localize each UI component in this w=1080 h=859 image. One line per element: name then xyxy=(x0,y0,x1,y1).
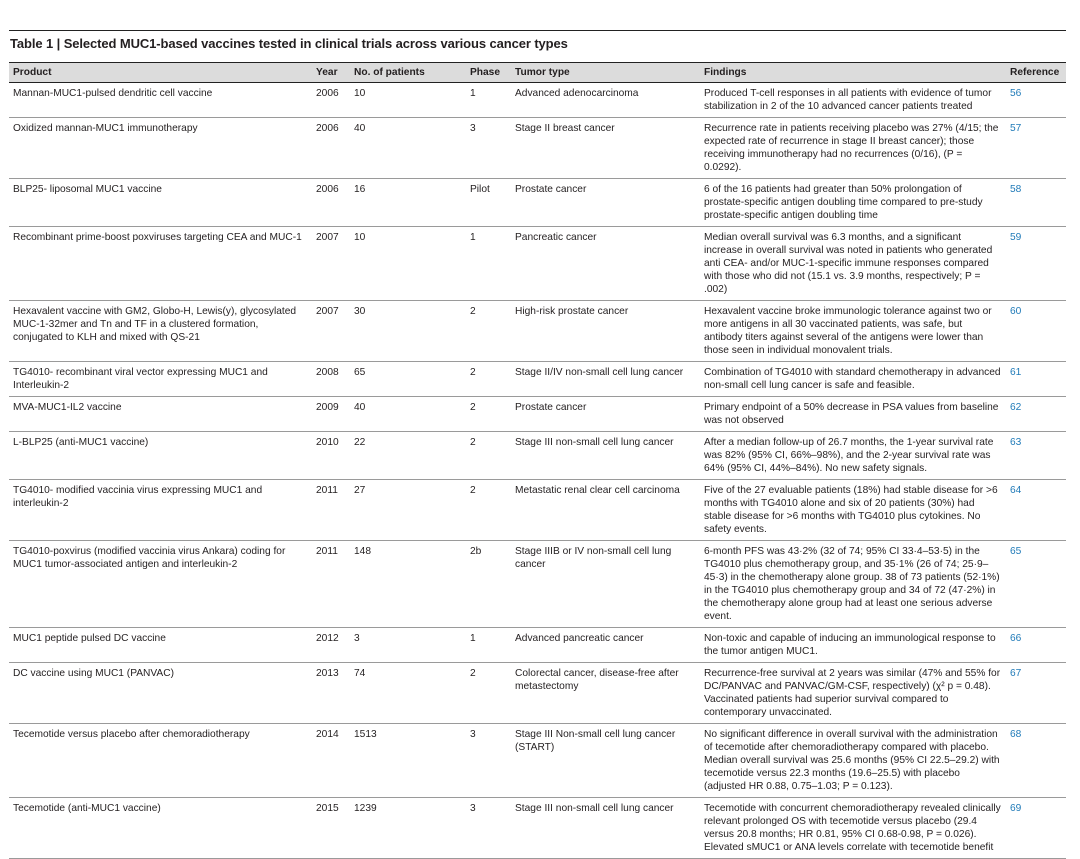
table-row xyxy=(9,362,1066,397)
header-phase: Phase xyxy=(466,63,511,83)
table-header xyxy=(9,63,1066,83)
cell-product: MUC1 peptide pulsed DC vaccine xyxy=(9,628,312,663)
cell-year: 2012 xyxy=(312,628,350,663)
cell-findings: 6-month PFS was 43·2% (32 of 74; 95% CI 33·4–53·5) in the TG4010 plus chemotherapy group, and 35·1% (26 of 74; 25·9–45·3) in the chemotherapy alone group. 38 of 73 patients (52·1%) in the TG4010 plus chemotherapy group and 34 of 72 (47·2%) in the chemotherapy alone group had at least one serious adverse event. xyxy=(700,541,1006,628)
table-row xyxy=(9,301,1066,362)
cell-tumor-type: High-risk prostate cancer xyxy=(511,301,700,362)
cell-findings: 6 of the 16 patients had greater than 50% prolongation of prostate-specific antigen doubling time compared to pre-study prostate-specific antigen doubling time xyxy=(700,179,1006,227)
cell-product: Hexavalent vaccine with GM2, Globo-H, Lewis(y), glycosylated MUC-1-32mer and Tn and TF in a clustered formation, conjugated to KLH and mixed with QS-21 xyxy=(9,301,312,362)
table-row xyxy=(9,179,1066,227)
header-tumor-type: Tumor type xyxy=(511,63,700,83)
cell-year: 2015 xyxy=(312,798,350,859)
cell-patients: 65 xyxy=(350,362,466,397)
cell-product: TG4010- modified vaccinia virus expressing MUC1 and interleukin-2 xyxy=(9,480,312,541)
cell-patients: 1239 xyxy=(350,798,466,859)
cell-product: DC vaccine using MUC1 (PANVAC) xyxy=(9,663,312,724)
top-rule xyxy=(9,30,1066,31)
header-findings: Findings xyxy=(700,63,1006,83)
cell-product: L-BLP25 (anti-MUC1 vaccine) xyxy=(9,432,312,480)
cell-year: 2010 xyxy=(312,432,350,480)
cell-product: MVA-MUC1-IL2 vaccine xyxy=(9,397,312,432)
cell-product: Recombinant prime-boost poxviruses targeting CEA and MUC-1 xyxy=(9,227,312,301)
table-row xyxy=(9,397,1066,432)
cell-reference[interactable]: 69 xyxy=(1006,798,1066,859)
header-patients: No. of patients xyxy=(350,63,466,83)
table-row xyxy=(9,83,1066,118)
table-body xyxy=(9,83,1066,859)
cell-tumor-type: Prostate cancer xyxy=(511,397,700,432)
cell-reference[interactable]: 65 xyxy=(1006,541,1066,628)
table-row xyxy=(9,628,1066,663)
cell-tumor-type: Metastatic renal clear cell carcinoma xyxy=(511,480,700,541)
cell-reference[interactable]: 63 xyxy=(1006,432,1066,480)
cell-phase: 2 xyxy=(466,480,511,541)
cell-phase: 3 xyxy=(466,798,511,859)
header-product: Product xyxy=(9,63,312,83)
cell-year: 2007 xyxy=(312,227,350,301)
cell-reference[interactable]: 64 xyxy=(1006,480,1066,541)
cell-phase: 2 xyxy=(466,362,511,397)
table-title: Table 1 | Selected MUC1-based vaccines tested in clinical trials across various cancer types xyxy=(10,36,568,51)
cell-findings: After a median follow-up of 26.7 months, the 1-year survival rate was 82% (95% CI, 66%–98%), and the 2-year survival rate was 64% (95% CI, 44%–84%). No new safety signals. xyxy=(700,432,1006,480)
cell-patients: 40 xyxy=(350,118,466,179)
cell-findings: Produced T-cell responses in all patients with evidence of tumor stabilization in 2 of the 10 advanced cancer patients treated xyxy=(700,83,1006,118)
cell-year: 2008 xyxy=(312,362,350,397)
table-row xyxy=(9,227,1066,301)
cell-reference[interactable]: 67 xyxy=(1006,663,1066,724)
cell-findings: Median overall survival was 6.3 months, and a significant increase in overall survival was noted in patients who generated anti CEA- and/or MUC-1-specific immune responses compared with those who did not (15.1 vs. 3.9 months, respectively; P = .002) xyxy=(700,227,1006,301)
cell-patients: 27 xyxy=(350,480,466,541)
cell-reference[interactable]: 57 xyxy=(1006,118,1066,179)
cell-tumor-type: Colorectal cancer, disease-free after metastectomy xyxy=(511,663,700,724)
cell-phase: Pilot xyxy=(466,179,511,227)
cell-year: 2009 xyxy=(312,397,350,432)
cell-phase: 2 xyxy=(466,397,511,432)
cell-phase: 2 xyxy=(466,663,511,724)
cell-phase: 1 xyxy=(466,83,511,118)
header-reference: Reference xyxy=(1006,63,1066,83)
table-row xyxy=(9,724,1066,798)
cell-patients: 10 xyxy=(350,83,466,118)
cell-product: Tecemotide (anti-MUC1 vaccine) xyxy=(9,798,312,859)
cell-findings: Combination of TG4010 with standard chemotherapy in advanced non-small cell lung cancer is safe and feasible. xyxy=(700,362,1006,397)
cell-tumor-type: Prostate cancer xyxy=(511,179,700,227)
cell-findings: Primary endpoint of a 50% decrease in PSA values from baseline was not observed xyxy=(700,397,1006,432)
cell-year: 2006 xyxy=(312,118,350,179)
cell-product: Mannan-MUC1-pulsed dendritic cell vaccine xyxy=(9,83,312,118)
table-row xyxy=(9,118,1066,179)
cell-findings: Recurrence-free survival at 2 years was similar (47% and 55% for DC/PANVAC and PANVAC/GM-CSF, respectively) (χ² p = 0.48). Vaccinated patients had superior survival compared to contemporary unvaccinated. xyxy=(700,663,1006,724)
cell-reference[interactable]: 66 xyxy=(1006,628,1066,663)
cell-findings: Tecemotide with concurrent chemoradiotherapy revealed clinically relevant prolonged OS with tecemotide versus placebo (29.4 versus 20.8 months; HR 0.81, 95% CI 0.68-0.98, P = 0.026). Elevated sMUC1 or ANA levels correlate with tecemotide benefit xyxy=(700,798,1006,859)
cell-product: Oxidized mannan-MUC1 immunotherapy xyxy=(9,118,312,179)
cell-patients: 30 xyxy=(350,301,466,362)
cell-patients: 16 xyxy=(350,179,466,227)
cell-tumor-type: Stage III non-small cell lung cancer xyxy=(511,798,700,859)
cell-findings: Non-toxic and capable of inducing an immunological response to the tumor antigen MUC1. xyxy=(700,628,1006,663)
cell-findings: No significant difference in overall survival with the administration of tecemotide after chemoradiotherapy compared with placebo. Median overall survival was 25.6 months (95% CI 22.5–29.2) with tecemotide versus 22.3 months (19.6–25.5) with placebo (adjusted HR 0.88, 0.75–1.03; P = 0.123). xyxy=(700,724,1006,798)
cell-reference[interactable]: 68 xyxy=(1006,724,1066,798)
cell-reference[interactable]: 58 xyxy=(1006,179,1066,227)
cell-phase: 1 xyxy=(466,628,511,663)
cell-patients: 74 xyxy=(350,663,466,724)
cell-tumor-type: Stage II/IV non-small cell lung cancer xyxy=(511,362,700,397)
cell-patients: 3 xyxy=(350,628,466,663)
cell-phase: 2b xyxy=(466,541,511,628)
cell-findings: Hexavalent vaccine broke immunologic tolerance against two or more antigens in all 30 vaccinated patients, was safe, but antibody titers against several of the antigens were lower than those seen in individual monovalent trials. xyxy=(700,301,1006,362)
cell-phase: 3 xyxy=(466,724,511,798)
cell-phase: 2 xyxy=(466,432,511,480)
table-row xyxy=(9,798,1066,859)
cell-phase: 1 xyxy=(466,227,511,301)
table-row xyxy=(9,541,1066,628)
cell-year: 2013 xyxy=(312,663,350,724)
cell-reference[interactable]: 61 xyxy=(1006,362,1066,397)
cell-year: 2006 xyxy=(312,179,350,227)
cell-year: 2011 xyxy=(312,480,350,541)
cell-reference[interactable]: 60 xyxy=(1006,301,1066,362)
cell-product: TG4010- recombinant viral vector expressing MUC1 and Interleukin-2 xyxy=(9,362,312,397)
cell-product: BLP25- liposomal MUC1 vaccine xyxy=(9,179,312,227)
cell-patients: 148 xyxy=(350,541,466,628)
cell-tumor-type: Stage II breast cancer xyxy=(511,118,700,179)
table-row xyxy=(9,663,1066,724)
cell-year: 2007 xyxy=(312,301,350,362)
cell-patients: 22 xyxy=(350,432,466,480)
cell-patients: 10 xyxy=(350,227,466,301)
table-row xyxy=(9,432,1066,480)
cell-year: 2014 xyxy=(312,724,350,798)
cell-reference[interactable]: 62 xyxy=(1006,397,1066,432)
cell-tumor-type: Stage III Non-small cell lung cancer (START) xyxy=(511,724,700,798)
cell-reference[interactable]: 56 xyxy=(1006,83,1066,118)
cell-year: 2006 xyxy=(312,83,350,118)
cell-reference[interactable]: 59 xyxy=(1006,227,1066,301)
cell-tumor-type: Advanced pancreatic cancer xyxy=(511,628,700,663)
cell-phase: 3 xyxy=(466,118,511,179)
cell-tumor-type: Stage IIIB or IV non-small cell lung cancer xyxy=(511,541,700,628)
cell-tumor-type: Pancreatic cancer xyxy=(511,227,700,301)
cell-findings: Recurrence rate in patients receiving placebo was 27% (4/15; the expected rate of recurrence in stage II breast cancer); those receiving immunotherapy had no recurrences (0/16), (P = 0.0292). xyxy=(700,118,1006,179)
cell-tumor-type: Advanced adenocarcinoma xyxy=(511,83,700,118)
header-row xyxy=(9,63,1066,83)
cell-year: 2011 xyxy=(312,541,350,628)
cell-patients: 1513 xyxy=(350,724,466,798)
cell-patients: 40 xyxy=(350,397,466,432)
cell-product: TG4010-poxvirus (modified vaccinia virus Ankara) coding for MUC1 tumor-associated antigen and interleukin-2 xyxy=(9,541,312,628)
cell-tumor-type: Stage III non-small cell lung cancer xyxy=(511,432,700,480)
header-year: Year xyxy=(312,63,350,83)
cell-findings: Five of the 27 evaluable patients (18%) had stable disease for >6 months with TG4010 alone and six of 20 patients (30%) had stable disease for >6 months with TG4010 plus cytokines. No safety events. xyxy=(700,480,1006,541)
table-row xyxy=(9,480,1066,541)
cell-phase: 2 xyxy=(466,301,511,362)
vaccine-table xyxy=(9,62,1066,859)
cell-product: Tecemotide versus placebo after chemoradiotherapy xyxy=(9,724,312,798)
